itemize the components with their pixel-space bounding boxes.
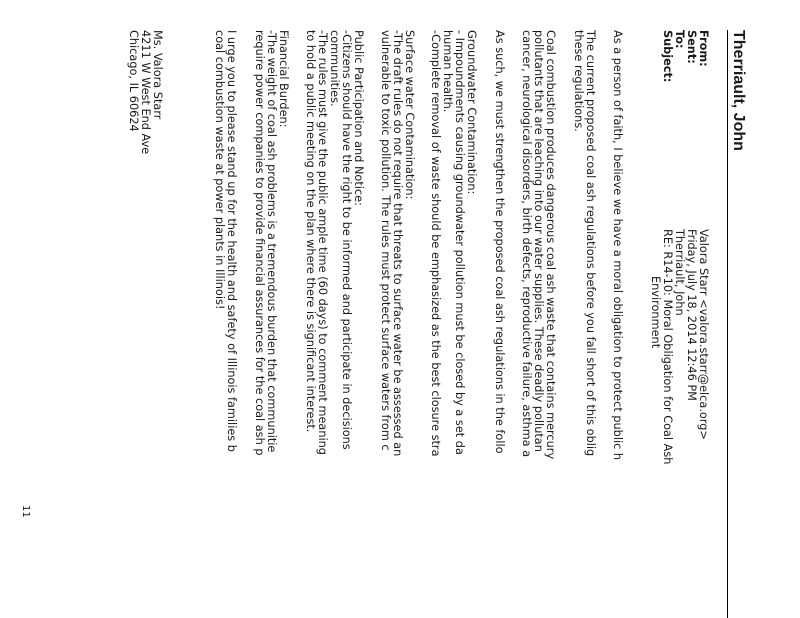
sent-value: Friday, July 18, 2014 12:46 PM [685, 229, 698, 401]
from-label: From: [697, 30, 710, 67]
public-participation-line-4: to hold a public meeting on the plan where there is significant interest. [304, 30, 317, 433]
body-paragraph-2-line-2: these regulations. [572, 30, 585, 132]
body-paragraph-3-line-3: cancer, neurological disorders, birth defects, reproductive failure, asthma a [520, 30, 533, 458]
surface-water-line-2: vulnerable to toxic pollution. The rules must protect surface waters from c [379, 30, 392, 451]
surface-water-line-1: -The draft rules do not require that threats to surface water be assessed an [391, 30, 404, 457]
financial-burden-heading: Financial Burden: [277, 30, 290, 128]
subject-value-continued: Environment [649, 276, 662, 349]
body-paragraph-1: As a person of faith, I believe we have a moral obligation to protect public h [611, 30, 624, 461]
signature-street: 4211 W West End Ave [139, 30, 152, 155]
to-value: Therriault, John [673, 229, 686, 316]
groundwater-heading: Groundwater Contamination: [465, 30, 478, 195]
financial-burden-line-2: require power companies to provide financial assurances for the coal ash p [253, 30, 266, 456]
financial-burden-line-1: -The weight of coal ash problems is a tremendous burden that communitie [265, 30, 278, 453]
subject-value: RE: R14-10: Moral Obligation for Coal Ash [661, 229, 674, 465]
closing-line-1: I urge you to please stand up for the health and safety of Illinois families b [225, 30, 238, 452]
title-divider [727, 30, 728, 618]
groundwater-line-1: - Impoundments causing groundwater pollution must be closed by a set da [453, 30, 466, 455]
page-number: 11 [20, 505, 31, 518]
surface-water-heading: Surface water Contamination: [403, 30, 416, 200]
subject-label: Subject: [661, 30, 674, 83]
groundwater-line-2: human health. [441, 30, 454, 113]
signature-name: Ms. Valora Starr [151, 30, 164, 120]
body-paragraph-4: As such, we must strengthen the proposed coal ash regulations in the follo [493, 30, 506, 454]
to-label: To: [673, 30, 686, 49]
closing-line-2: coal combustion waste at power plants in Illinois! [213, 30, 226, 310]
public-participation-line-2: communities. [328, 30, 341, 107]
body-paragraph-3-line-2: pollutants that are leaching into our water supplies. These deadly pollutan [532, 30, 545, 452]
body-paragraph-3-line-1: Coal combustion produces dangerous coal ash waste that contains mercury [544, 30, 557, 460]
public-participation-line-1: -Citizens should have the right to be informed and participate in decisions [340, 30, 353, 450]
public-participation-line-3: -The rules must give the public ample time (60 days) to comment meaning [316, 30, 329, 455]
body-paragraph-2-line-1: The current proposed coal ash regulations before you fall short of this oblig [584, 30, 597, 457]
document-title: Therriault, John [730, 30, 747, 151]
signature-city: Chicago, IL 60624 [127, 30, 140, 132]
from-value: Valora Starr <valora.starr@elca.org> [697, 229, 710, 440]
groundwater-line-3: -Complete removal of waste should be emphasized as the best closure stra [429, 30, 442, 457]
sent-label: Sent: [685, 30, 698, 64]
public-participation-heading: Public Participation and Notice: [352, 30, 365, 206]
